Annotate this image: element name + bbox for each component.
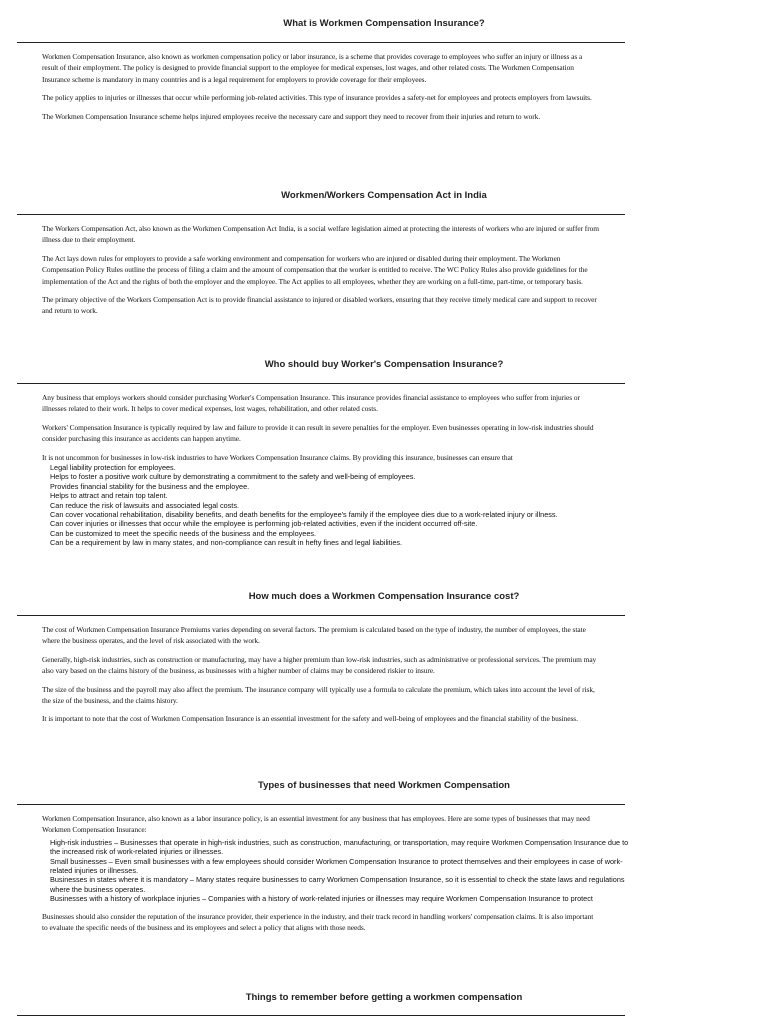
paragraph: It is not uncommon for businesses in low-risk industries to have Workers Compensation Insurance claims. By providing this insurance, businesses can ensure that: [42, 452, 513, 462]
paragraph: The Workers Compensation Act, also known as the Workmen Compensation Act India, is a social welfare legislation aimed at protecting the interests of workers who are injured or suffer from illness due to their employment.: [42, 224, 599, 245]
section-heading: Who should buy Worker's Compensation Insurance?: [264, 359, 504, 370]
section-heading: Workmen/Workers Compensation Act in India: [281, 190, 487, 201]
business-types-list: [42, 838, 630, 904]
section-body: [42, 813, 629, 934]
section-what-is: [0, 16, 768, 129]
paragraph: It is important to note that the cost of Workmen Compensation Insurance is an essential investment for the safety and well-being of employees and the financial stability of the business.: [42, 714, 578, 724]
section-heading: What is Workmen Compensation Insurance?: [283, 18, 485, 29]
section-who-should-buy: [0, 357, 768, 555]
section-cost: [0, 589, 768, 732]
section-body: [42, 223, 600, 317]
paragraph: The primary objective of the Workers Compensation Act is to provide financial assistance to injured or disabled workers, ensuring that they receive timely medical care and support to recover and return to work.: [42, 295, 597, 316]
section-heading: How much does a Workmen Compensation Insurance cost?: [248, 591, 520, 602]
paragraph: The cost of Workmen Compensation Insurance Premiums varies depending on several factors. The premium is calculated based on the type of industry, the number of employees, the state where the business operates, and the level of risk associated with the work.: [42, 625, 586, 646]
section-divider: [17, 615, 625, 616]
section-things-to-remember: [0, 990, 768, 1016]
list-item: Businesses with a history of workplace injuries – Companies with a history of work-related injuries or illnesses may require Workmen Compensation Insurance to protect: [50, 894, 593, 904]
list-item: Legal liability protection for employees.: [50, 463, 176, 473]
paragraph: The size of the business and the payroll may also affect the premium. The insurance company will typically use a formula to calculate the premium, which takes into account the level of risk, the size of the business, and the claims history.: [42, 684, 595, 706]
section-heading: Types of businesses that need Workmen Compensation: [258, 780, 510, 791]
list-item: Can reduce the risk of lawsuits and associated legal costs.: [50, 500, 240, 510]
benefits-list: [42, 463, 630, 548]
list-item: Can be a requirement by law in many states, and non-compliance can result in hefty fines and legal liabilities.: [50, 538, 403, 548]
list-item: Businesses in states where it is mandatory – Many states require businesses to carry Workmen Compensation Insurance, so it is essential to check the state laws and regulations where the business operates.: [50, 875, 625, 894]
list-item: Can cover vocational rehabilitation, disability benefits, and death benefits for the employee's family if the employee dies due to a work-related injury or illness.: [50, 510, 558, 520]
paragraph: Any business that employs workers should consider purchasing Worker's Compensation Insurance. This insurance provides financial assistance to employees who suffer from injuries or illnesses related to their work. It helps to cover medical expenses, lost wages, rehabilitation, and other related costs.: [42, 393, 580, 414]
list-item: Can be customized to meet the specific needs of the business and the employees.: [50, 528, 317, 538]
paragraph: Businesses should also consider the reputation of the insurance provider, their experience in the industry, and their track record in handling workers' compensation claims. It is also important to evaluate the specific needs of the business and its employees and select a policy that aligns with those needs.: [42, 911, 594, 933]
section-body: [42, 392, 600, 548]
section-body: [42, 51, 600, 122]
paragraph: The Workmen Compensation Insurance scheme helps injured employees receive the necessary care and support they need to recover from their injuries and return to work.: [42, 111, 541, 121]
paragraph: The Act lays down rules for employers to provide a safe working environment and compensation for workers who are injured or disabled during their employment. The Workmen Compensation Policy Rules outline the process of filing a claim and the amount of compensation that the worker is entitled to receive. The WC Policy Rules also provide guidelines for the implementation of the Act and the rights of both the employer and the employee. The Act applies to all employees, whether they are working on a full-time, part-time, or temporary basis.: [42, 253, 588, 286]
list-item: Helps to attract and retain top talent.: [50, 491, 168, 501]
section-heading: Things to remember before getting a workmen compensation: [245, 992, 523, 1003]
list-item: Helps to foster a positive work culture by demonstrating a commitment to the safety and well-being of employees.: [50, 472, 416, 482]
paragraph: The policy applies to injuries or illnesses that occur while performing job-related activities. This type of insurance provides a safety-net for employees and protects employers from lawsuits.: [42, 93, 592, 103]
section-divider: [17, 214, 625, 215]
section-divider: [17, 1015, 625, 1016]
list-item: Provides financial stability for the business and the employee.: [50, 481, 250, 491]
section-act-india: [0, 188, 768, 324]
list-item: Can cover injuries or illnesses that occur while the employee is performing job-related activities, even if the incident occurred off-site.: [50, 519, 478, 529]
paragraph: Workmen Compensation Insurance, also known as a labor insurance policy, is an essential investment for any business that has employees. Here are some types of businesses that may need Workmen Compensation Insurance:: [42, 814, 590, 835]
paragraph: Generally, high-risk industries, such as construction or manufacturing, may have a higher premium than low-risk industries, such as administrative or professional services. The premium may also vary based on the claims history of the business, as businesses with a higher number of claims may be considered riskier to insure.: [42, 654, 597, 676]
section-divider: [17, 804, 625, 805]
list-item: Small businesses – Even small businesses with a few employees should consider Workmen Compensation Insurance to protect themselves and their employees in case of work-related injuries or illnesses.: [50, 856, 623, 876]
paragraph: Workmen Compensation Insurance, also known as workmen compensation policy or labor insurance, is a scheme that provides coverage to employees who suffer an injury or illness as a result of their employment. The policy is designed to provide financial support to the employee for medical expenses, lost wages, and other related costs. The Workmen Compensation Insurance scheme is mandatory in many countries and is a legal requirement for employers to provide coverage for their employees.: [42, 52, 583, 84]
section-divider: [17, 383, 625, 384]
section-business-types: [0, 778, 768, 941]
paragraph: Workers' Compensation Insurance is typically required by law and failure to provide it can result in severe penalties for the employer. Even businesses operating in low-risk industries should consider purchasing this insurance as accidents can happen anytime.: [42, 422, 594, 444]
section-divider: [17, 42, 625, 43]
list-item: High-risk industries – Businesses that operate in high-risk industries, such as construction, manufacturing, or transportation, may require Workmen Compensation Insurance due to the increased risk of work-related injuries or illnesses.: [50, 837, 629, 857]
section-body: [42, 624, 600, 725]
